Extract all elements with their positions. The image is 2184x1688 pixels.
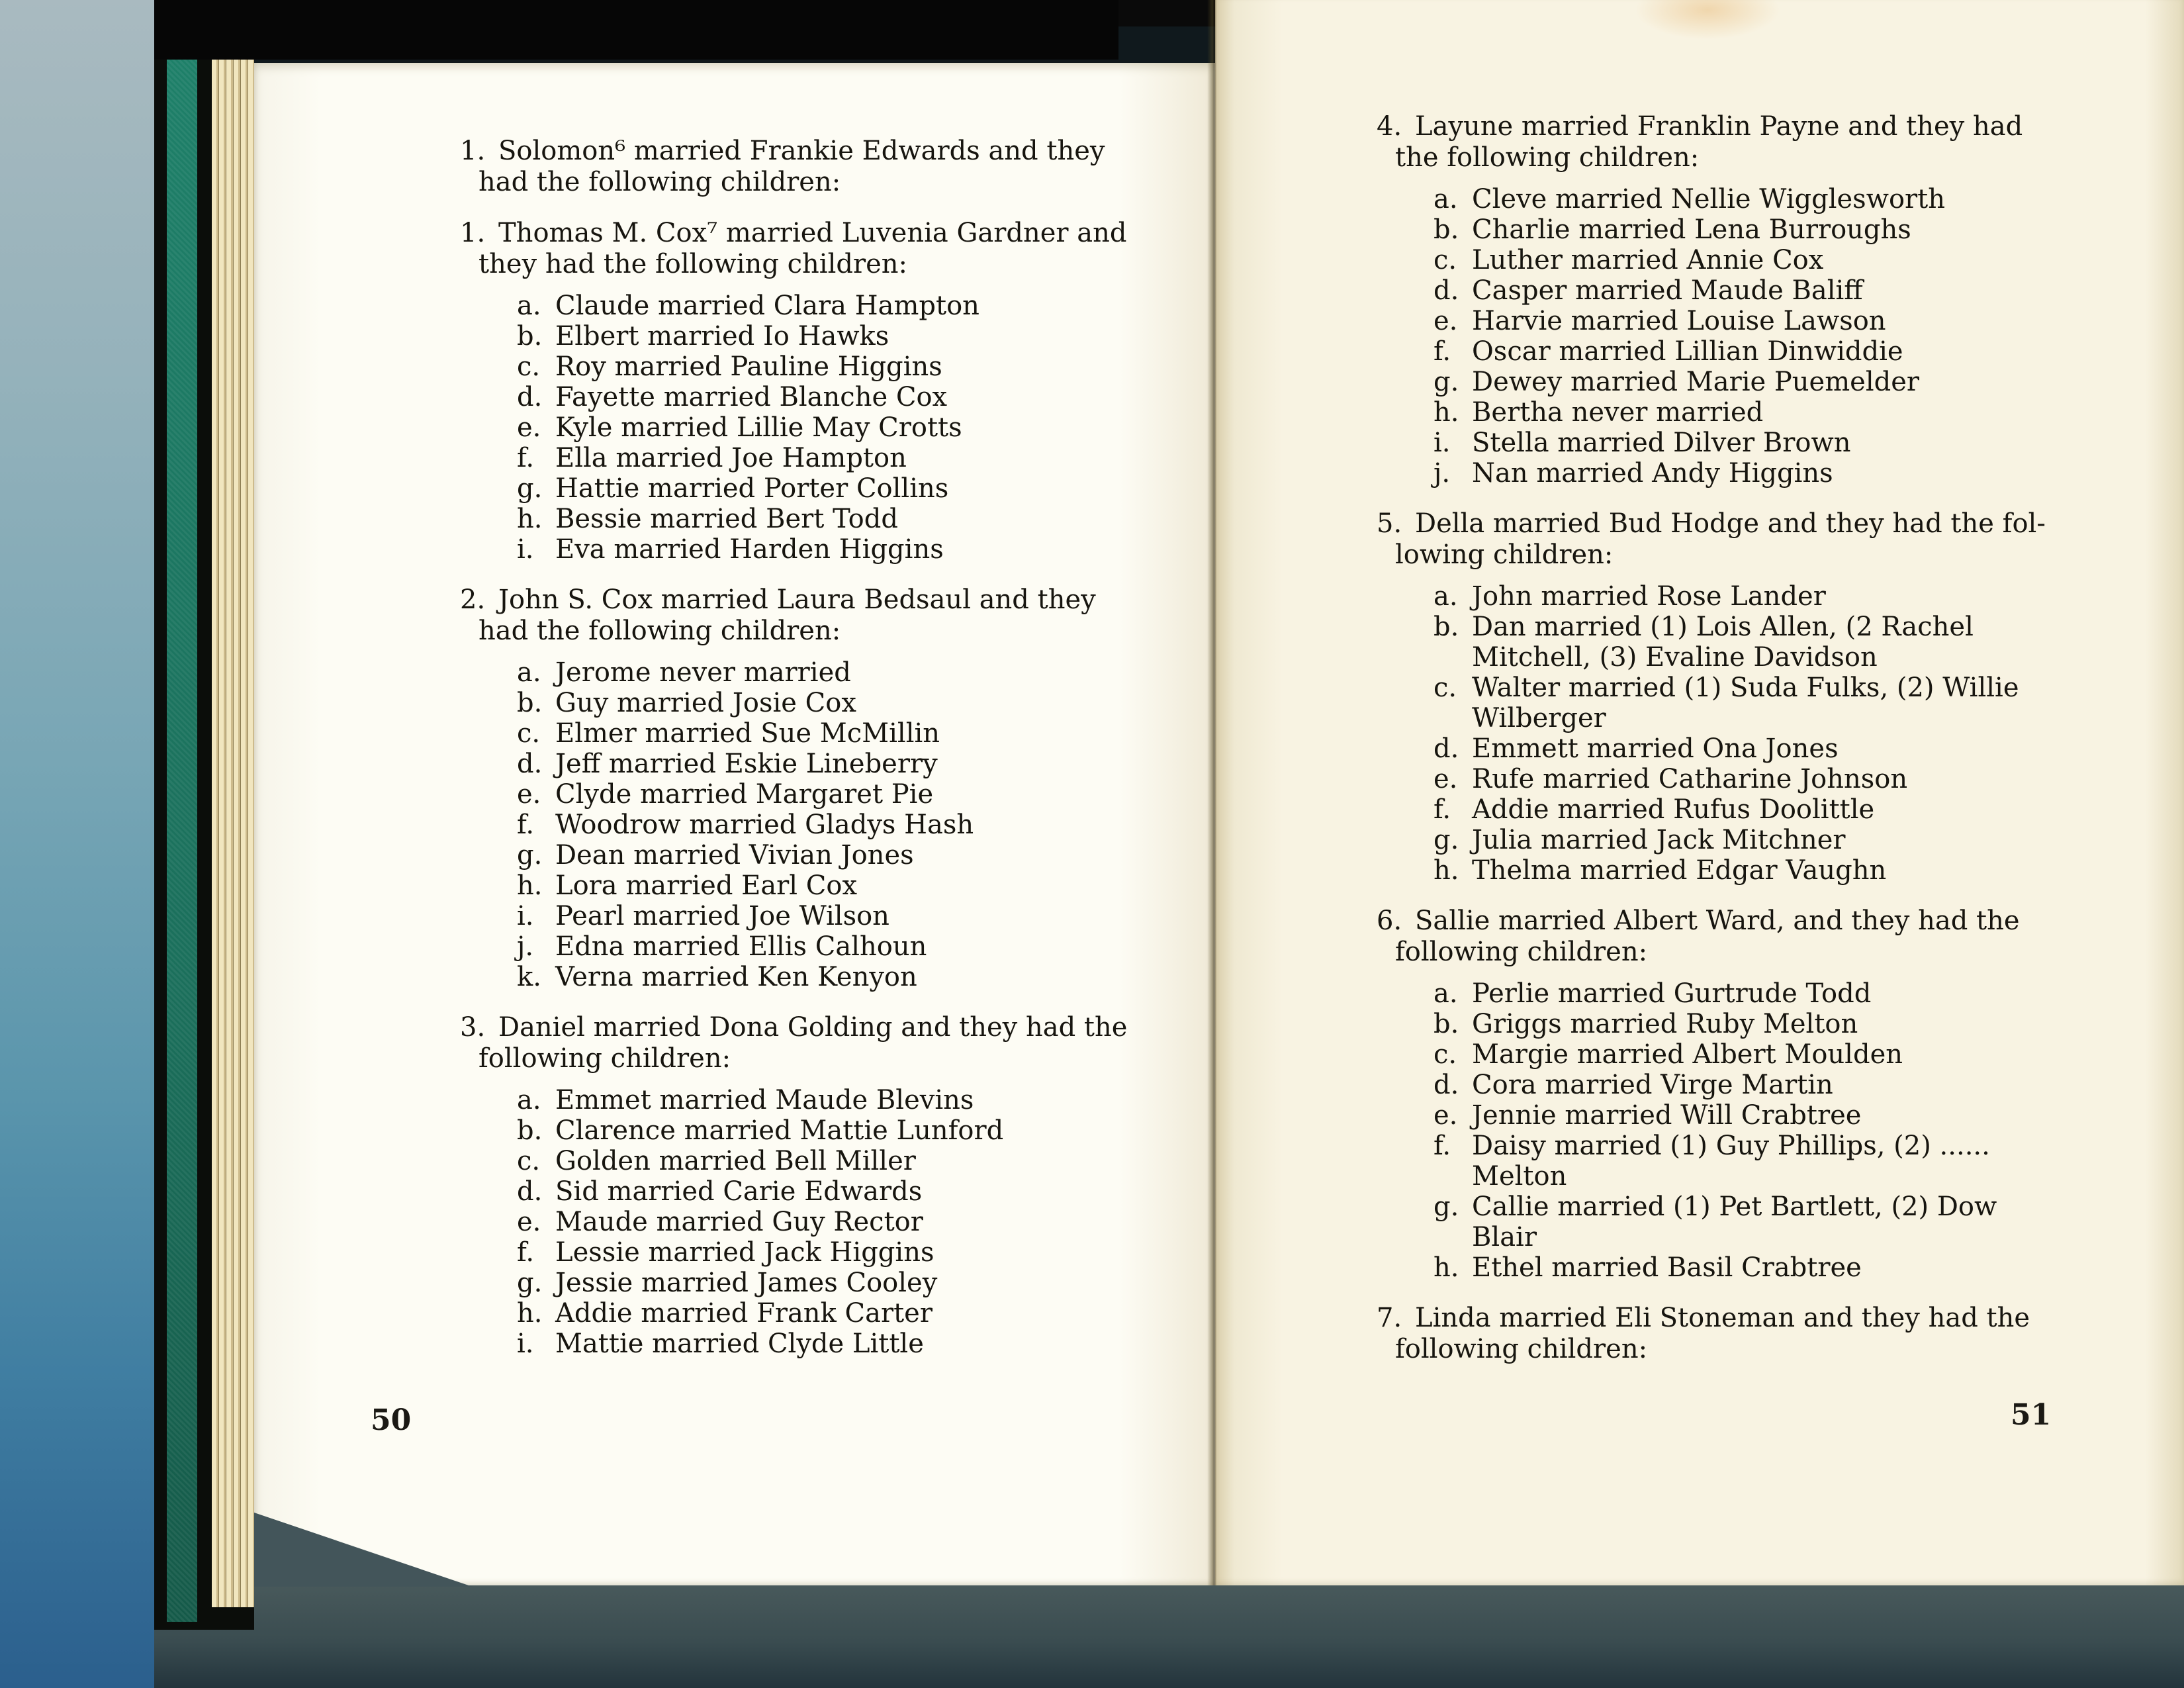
entry-text: Thomas M. Cox⁷ married Luvenia Gardner and bbox=[498, 218, 1127, 248]
child-line bbox=[517, 810, 1127, 840]
child-line bbox=[517, 870, 1127, 901]
child-letter: g. bbox=[517, 840, 543, 870]
child-text: Griggs married Ruby Melton bbox=[1472, 1009, 1858, 1039]
child-line bbox=[1433, 1252, 2046, 1283]
child-entry bbox=[1433, 336, 2046, 367]
child-line bbox=[517, 534, 1127, 565]
child-line bbox=[517, 291, 1127, 321]
child-letter: g. bbox=[1433, 825, 1459, 855]
child-line-continuation: Blair bbox=[1472, 1222, 1537, 1252]
child-text: Dan married (1) Lois Allen, (2 Rachel bbox=[1472, 612, 1974, 642]
child-line bbox=[1433, 1070, 2046, 1100]
child-text: Jennie married Will Crabtree bbox=[1472, 1100, 1862, 1131]
child-entry bbox=[1433, 1009, 2046, 1039]
child-text: Oscar married Lillian Dinwiddie bbox=[1472, 336, 1903, 367]
child-line bbox=[517, 1207, 1127, 1237]
child-entry bbox=[517, 504, 1127, 534]
child-line bbox=[517, 382, 1127, 412]
family-entry bbox=[460, 1012, 1127, 1359]
child-text: Golden married Bell Miller bbox=[555, 1146, 916, 1176]
child-letter: e. bbox=[517, 1207, 541, 1237]
entry-line bbox=[460, 1012, 1127, 1043]
child-letter: d. bbox=[1433, 275, 1459, 306]
entry-line-continuation: following children: bbox=[1395, 937, 1648, 967]
child-entry bbox=[517, 1329, 1127, 1359]
child-entry bbox=[517, 1268, 1127, 1298]
child-text: John married Rose Lander bbox=[1472, 581, 1826, 612]
child-entry bbox=[517, 443, 1127, 473]
family-entry bbox=[460, 218, 1127, 565]
child-entry bbox=[517, 1146, 1127, 1176]
child-text: Clyde married Margaret Pie bbox=[555, 779, 934, 810]
entry-number: 1. bbox=[460, 136, 486, 166]
child-entry bbox=[1433, 245, 2046, 275]
child-line bbox=[517, 901, 1127, 931]
entry-number: 4. bbox=[1377, 111, 1402, 142]
child-entry bbox=[517, 1115, 1127, 1146]
child-letter: g. bbox=[1433, 1192, 1459, 1222]
child-entry bbox=[1433, 458, 2046, 489]
child-line bbox=[1433, 1039, 2046, 1070]
entry-number: 7. bbox=[1377, 1303, 1402, 1333]
child-text: Dewey married Marie Puemelder bbox=[1472, 367, 1920, 397]
entry-line bbox=[460, 585, 1127, 616]
child-text: Cleve married Nellie Wigglesworth bbox=[1472, 184, 1945, 214]
child-entry bbox=[517, 1085, 1127, 1115]
child-entry bbox=[1433, 397, 2046, 428]
child-letter: e. bbox=[1433, 764, 1458, 794]
child-line bbox=[517, 1115, 1127, 1146]
child-text: Charlie married Lena Burroughs bbox=[1472, 214, 1911, 245]
child-line bbox=[517, 1146, 1127, 1176]
child-text: Walter married (1) Suda Fulks, (2) Willie bbox=[1472, 673, 2019, 703]
child-line bbox=[1433, 397, 2046, 428]
child-letter: h. bbox=[517, 870, 543, 901]
family-entry bbox=[1377, 508, 2046, 886]
child-letter: d. bbox=[517, 1176, 543, 1207]
child-line bbox=[1433, 978, 2046, 1009]
child-letter: e. bbox=[517, 779, 541, 810]
child-line bbox=[517, 473, 1127, 504]
child-line bbox=[1433, 184, 2046, 214]
child-letter: d. bbox=[1433, 733, 1459, 764]
right-page-content bbox=[1377, 111, 2046, 1385]
child-line bbox=[1433, 612, 2046, 642]
entry-line bbox=[1377, 111, 2046, 142]
child-line bbox=[517, 931, 1127, 962]
child-text: Jeff married Eskie Lineberry bbox=[555, 749, 938, 779]
child-entry bbox=[517, 291, 1127, 321]
child-line bbox=[1433, 581, 2046, 612]
child-text: Guy married Josie Cox bbox=[555, 688, 856, 718]
child-entry bbox=[1433, 673, 2046, 733]
child-text: Jessie married James Cooley bbox=[555, 1268, 938, 1298]
entry-line-continuation: had the following children: bbox=[478, 616, 841, 646]
child-line bbox=[1433, 275, 2046, 306]
family-entry bbox=[460, 585, 1127, 992]
child-text: Pearl married Joe Wilson bbox=[555, 901, 889, 931]
child-line bbox=[517, 1085, 1127, 1115]
child-letter: b. bbox=[517, 1115, 543, 1146]
child-line bbox=[517, 504, 1127, 534]
child-line bbox=[517, 962, 1127, 992]
child-entry bbox=[1433, 794, 2046, 825]
child-text: Nan married Andy Higgins bbox=[1472, 458, 1833, 489]
entry-number: 6. bbox=[1377, 906, 1402, 936]
child-text: Elmer married Sue McMillin bbox=[555, 718, 940, 749]
children-list bbox=[1433, 184, 2046, 489]
child-entry bbox=[517, 657, 1127, 688]
child-letter: f. bbox=[1433, 336, 1451, 367]
child-entry bbox=[1433, 214, 2046, 245]
child-letter: f. bbox=[1433, 794, 1451, 825]
child-entry bbox=[1433, 1100, 2046, 1131]
child-line bbox=[1433, 733, 2046, 764]
child-text: Ethel married Basil Crabtree bbox=[1472, 1252, 1862, 1283]
child-line bbox=[1433, 1131, 2046, 1161]
child-entry bbox=[517, 1298, 1127, 1329]
child-text: Maude married Guy Rector bbox=[555, 1207, 923, 1237]
child-entry bbox=[517, 931, 1127, 962]
entry-number: 1. bbox=[460, 218, 486, 248]
child-entry bbox=[517, 382, 1127, 412]
child-text: Rufe married Catharine Johnson bbox=[1472, 764, 1908, 794]
entry-text: Sallie married Albert Ward, and they had the bbox=[1415, 906, 2020, 936]
entry-number: 5. bbox=[1377, 508, 1402, 539]
child-letter: i. bbox=[517, 901, 534, 931]
child-letter: i. bbox=[517, 1329, 534, 1359]
child-letter: i. bbox=[1433, 428, 1451, 458]
child-letter: d. bbox=[517, 749, 543, 779]
child-letter: f. bbox=[517, 1237, 535, 1268]
child-line bbox=[1433, 428, 2046, 458]
children-list bbox=[517, 657, 1127, 992]
gutter-shadow bbox=[1207, 0, 1216, 1585]
child-line bbox=[517, 321, 1127, 352]
child-letter: f. bbox=[517, 443, 535, 473]
cloth-spine-stripe bbox=[167, 36, 197, 1622]
child-entry bbox=[517, 1207, 1127, 1237]
child-entry bbox=[517, 870, 1127, 901]
child-text: Edna married Ellis Calhoun bbox=[555, 931, 927, 962]
child-line bbox=[1433, 1100, 2046, 1131]
child-letter: h. bbox=[517, 504, 543, 534]
family-entry bbox=[1377, 111, 2046, 489]
child-letter: i. bbox=[517, 534, 534, 565]
child-text: Callie married (1) Pet Bartlett, (2) Dow bbox=[1472, 1192, 1997, 1222]
family-entry bbox=[1377, 1303, 2046, 1365]
child-letter: c. bbox=[1433, 245, 1457, 275]
child-line bbox=[1433, 458, 2046, 489]
child-line bbox=[1433, 764, 2046, 794]
child-letter: b. bbox=[1433, 214, 1459, 245]
child-letter: h. bbox=[1433, 855, 1459, 886]
child-line bbox=[517, 1176, 1127, 1207]
child-entry bbox=[517, 473, 1127, 504]
child-line bbox=[1433, 336, 2046, 367]
child-line bbox=[1433, 1009, 2046, 1039]
child-letter: f. bbox=[1433, 1131, 1451, 1161]
child-line bbox=[517, 1237, 1127, 1268]
child-line bbox=[517, 412, 1127, 443]
child-entry bbox=[1433, 1131, 2046, 1192]
page-number-left: 50 bbox=[371, 1403, 412, 1437]
child-text: Perlie married Gurtrude Todd bbox=[1472, 978, 1872, 1009]
child-line bbox=[517, 718, 1127, 749]
entry-line-continuation: the following children: bbox=[1395, 142, 1700, 173]
entry-line-continuation: following children: bbox=[1395, 1334, 1648, 1364]
child-entry bbox=[1433, 1252, 2046, 1283]
child-letter: g. bbox=[1433, 367, 1459, 397]
child-entry bbox=[1433, 825, 2046, 855]
child-text: Sid married Carie Edwards bbox=[555, 1176, 923, 1207]
child-line bbox=[517, 443, 1127, 473]
child-entry bbox=[517, 1237, 1127, 1268]
child-text: Hattie married Porter Collins bbox=[555, 473, 949, 504]
child-text: Emmett married Ona Jones bbox=[1472, 733, 1839, 764]
child-text: Dean married Vivian Jones bbox=[555, 840, 914, 870]
child-entry bbox=[1433, 275, 2046, 306]
entry-text: Solomon⁶ married Frankie Edwards and they bbox=[498, 136, 1105, 166]
children-list bbox=[517, 291, 1127, 565]
child-entry bbox=[1433, 1192, 2046, 1252]
child-text: Luther married Annie Cox bbox=[1472, 245, 1824, 275]
child-letter: k. bbox=[517, 962, 541, 992]
child-letter: f. bbox=[517, 810, 535, 840]
entry-text: Linda married Eli Stoneman and they had the bbox=[1415, 1303, 2030, 1333]
child-text: Bessie married Bert Todd bbox=[555, 504, 898, 534]
child-letter: c. bbox=[1433, 673, 1457, 703]
child-line bbox=[1433, 1192, 2046, 1222]
child-text: Kyle married Lillie May Crotts bbox=[555, 412, 962, 443]
child-text: Roy married Pauline Higgins bbox=[555, 352, 942, 382]
child-letter: e. bbox=[517, 412, 541, 443]
child-entry bbox=[517, 840, 1127, 870]
child-entry bbox=[1433, 764, 2046, 794]
child-entry bbox=[1433, 1070, 2046, 1100]
child-letter: h. bbox=[517, 1298, 543, 1329]
child-text: Casper married Maude Baliff bbox=[1472, 275, 1863, 306]
entry-text: Layune married Franklin Payne and they had bbox=[1415, 111, 2023, 142]
entry-number: 2. bbox=[460, 585, 486, 615]
child-letter: h. bbox=[1433, 397, 1459, 428]
child-letter: d. bbox=[1433, 1070, 1459, 1100]
child-text: Elbert married Io Hawks bbox=[555, 321, 889, 352]
child-entry bbox=[1433, 581, 2046, 612]
child-entry bbox=[1433, 428, 2046, 458]
child-text: Clarence married Mattie Lunford bbox=[555, 1115, 1004, 1146]
entry-line-continuation: they had the following children: bbox=[478, 249, 908, 279]
child-line bbox=[517, 1268, 1127, 1298]
child-letter: a. bbox=[517, 657, 541, 688]
child-text: Fayette married Blanche Cox bbox=[555, 382, 948, 412]
child-entry bbox=[1433, 184, 2046, 214]
child-text: Julia married Jack Mitchner bbox=[1472, 825, 1846, 855]
entry-text: Daniel married Dona Golding and they had the bbox=[498, 1012, 1128, 1043]
child-line bbox=[1433, 673, 2046, 703]
child-entry bbox=[517, 779, 1127, 810]
top-shadow-band bbox=[154, 0, 1118, 60]
child-text: Cora married Virge Martin bbox=[1472, 1070, 1833, 1100]
child-text: Thelma married Edgar Vaughn bbox=[1472, 855, 1887, 886]
child-text: Lessie married Jack Higgins bbox=[555, 1237, 934, 1268]
child-text: Addie married Frank Carter bbox=[555, 1298, 933, 1329]
child-letter: c. bbox=[517, 1146, 541, 1176]
child-letter: e. bbox=[1433, 1100, 1458, 1131]
child-line bbox=[1433, 794, 2046, 825]
child-line bbox=[517, 1298, 1127, 1329]
entry-number: 3. bbox=[460, 1012, 486, 1043]
child-letter: b. bbox=[1433, 1009, 1459, 1039]
child-text: Emmet married Maude Blevins bbox=[555, 1085, 974, 1115]
child-line bbox=[517, 749, 1127, 779]
children-list bbox=[1433, 978, 2046, 1283]
child-line bbox=[517, 840, 1127, 870]
child-line bbox=[517, 352, 1127, 382]
family-entry bbox=[460, 136, 1127, 198]
entry-line bbox=[1377, 508, 2046, 539]
child-text: Lora married Earl Cox bbox=[555, 870, 858, 901]
child-text: Claude married Clara Hampton bbox=[555, 291, 979, 321]
left-page-content bbox=[460, 136, 1127, 1379]
child-entry bbox=[517, 810, 1127, 840]
entry-line-continuation: had the following children: bbox=[478, 167, 841, 197]
child-entry bbox=[1433, 306, 2046, 336]
child-entry bbox=[517, 688, 1127, 718]
child-text: Verna married Ken Kenyon bbox=[555, 962, 917, 992]
child-text: Addie married Rufus Doolittle bbox=[1472, 794, 1875, 825]
entry-text: Della married Bud Hodge and they had the fol- bbox=[1415, 508, 2046, 539]
child-text: Woodrow married Gladys Hash bbox=[555, 810, 974, 840]
child-line bbox=[1433, 214, 2046, 245]
child-line-continuation: Wilberger bbox=[1472, 703, 1606, 733]
child-text: Jerome never married bbox=[555, 657, 851, 688]
child-line-continuation: Mitchell, (3) Evaline Davidson bbox=[1472, 642, 1878, 673]
child-letter: a. bbox=[517, 291, 541, 321]
children-list bbox=[517, 1085, 1127, 1359]
child-text: Mattie married Clyde Little bbox=[555, 1329, 924, 1359]
child-entry bbox=[517, 718, 1127, 749]
child-text: Eva married Harden Higgins bbox=[555, 534, 944, 565]
child-entry bbox=[517, 962, 1127, 992]
child-entry bbox=[1433, 367, 2046, 397]
child-letter: c. bbox=[1433, 1039, 1457, 1070]
entry-line-continuation: following children: bbox=[478, 1043, 731, 1074]
child-text: Harvie married Louise Lawson bbox=[1472, 306, 1886, 336]
entry-line-continuation: lowing children: bbox=[1395, 539, 1614, 570]
child-line bbox=[1433, 855, 2046, 886]
child-entry bbox=[517, 534, 1127, 565]
family-entry bbox=[1377, 906, 2046, 1283]
child-letter: b. bbox=[517, 688, 543, 718]
child-letter: a. bbox=[517, 1085, 541, 1115]
desk-surface bbox=[154, 1585, 2184, 1688]
child-text: Margie married Albert Moulden bbox=[1472, 1039, 1903, 1070]
child-entry bbox=[517, 1176, 1127, 1207]
backdrop-left bbox=[0, 0, 154, 1688]
child-entry bbox=[1433, 1039, 2046, 1070]
page-number-right: 51 bbox=[2011, 1398, 2052, 1432]
child-letter: b. bbox=[517, 321, 543, 352]
child-line bbox=[1433, 306, 2046, 336]
child-letter: c. bbox=[517, 718, 541, 749]
child-entry bbox=[1433, 612, 2046, 673]
entry-line bbox=[1377, 1303, 2046, 1334]
child-text: Daisy married (1) Guy Phillips, (2) ...... bbox=[1472, 1131, 1990, 1161]
child-entry bbox=[517, 321, 1127, 352]
child-entry bbox=[517, 749, 1127, 779]
child-text: Stella married Dilver Brown bbox=[1472, 428, 1851, 458]
child-text: Ella married Joe Hampton bbox=[555, 443, 907, 473]
child-entry bbox=[1433, 978, 2046, 1009]
child-letter: j. bbox=[1433, 458, 1451, 489]
child-letter: c. bbox=[517, 352, 541, 382]
child-letter: b. bbox=[1433, 612, 1459, 642]
child-letter: a. bbox=[1433, 978, 1458, 1009]
child-line bbox=[517, 688, 1127, 718]
entry-line bbox=[1377, 906, 2046, 937]
child-text: Bertha never married bbox=[1472, 397, 1764, 428]
child-entry bbox=[517, 412, 1127, 443]
child-line bbox=[1433, 367, 2046, 397]
child-letter: a. bbox=[1433, 184, 1458, 214]
entry-text: John S. Cox married Laura Bedsaul and they bbox=[498, 585, 1096, 615]
child-letter: j. bbox=[517, 931, 534, 962]
entry-line bbox=[460, 136, 1127, 167]
child-letter: a. bbox=[1433, 581, 1458, 612]
child-letter: g. bbox=[517, 1268, 543, 1298]
child-line bbox=[517, 1329, 1127, 1359]
child-letter: e. bbox=[1433, 306, 1458, 336]
entry-line bbox=[460, 218, 1127, 249]
child-line-continuation: Melton bbox=[1472, 1161, 1567, 1192]
child-line bbox=[517, 657, 1127, 688]
child-letter: h. bbox=[1433, 1252, 1459, 1283]
child-entry bbox=[1433, 855, 2046, 886]
child-entry bbox=[517, 352, 1127, 382]
children-list bbox=[1433, 581, 2046, 886]
child-letter: d. bbox=[517, 382, 543, 412]
page-edge-stack bbox=[212, 5, 254, 1607]
child-line bbox=[1433, 825, 2046, 855]
child-entry bbox=[517, 901, 1127, 931]
child-line bbox=[517, 779, 1127, 810]
child-entry bbox=[1433, 733, 2046, 764]
child-line bbox=[1433, 245, 2046, 275]
child-letter: g. bbox=[517, 473, 543, 504]
